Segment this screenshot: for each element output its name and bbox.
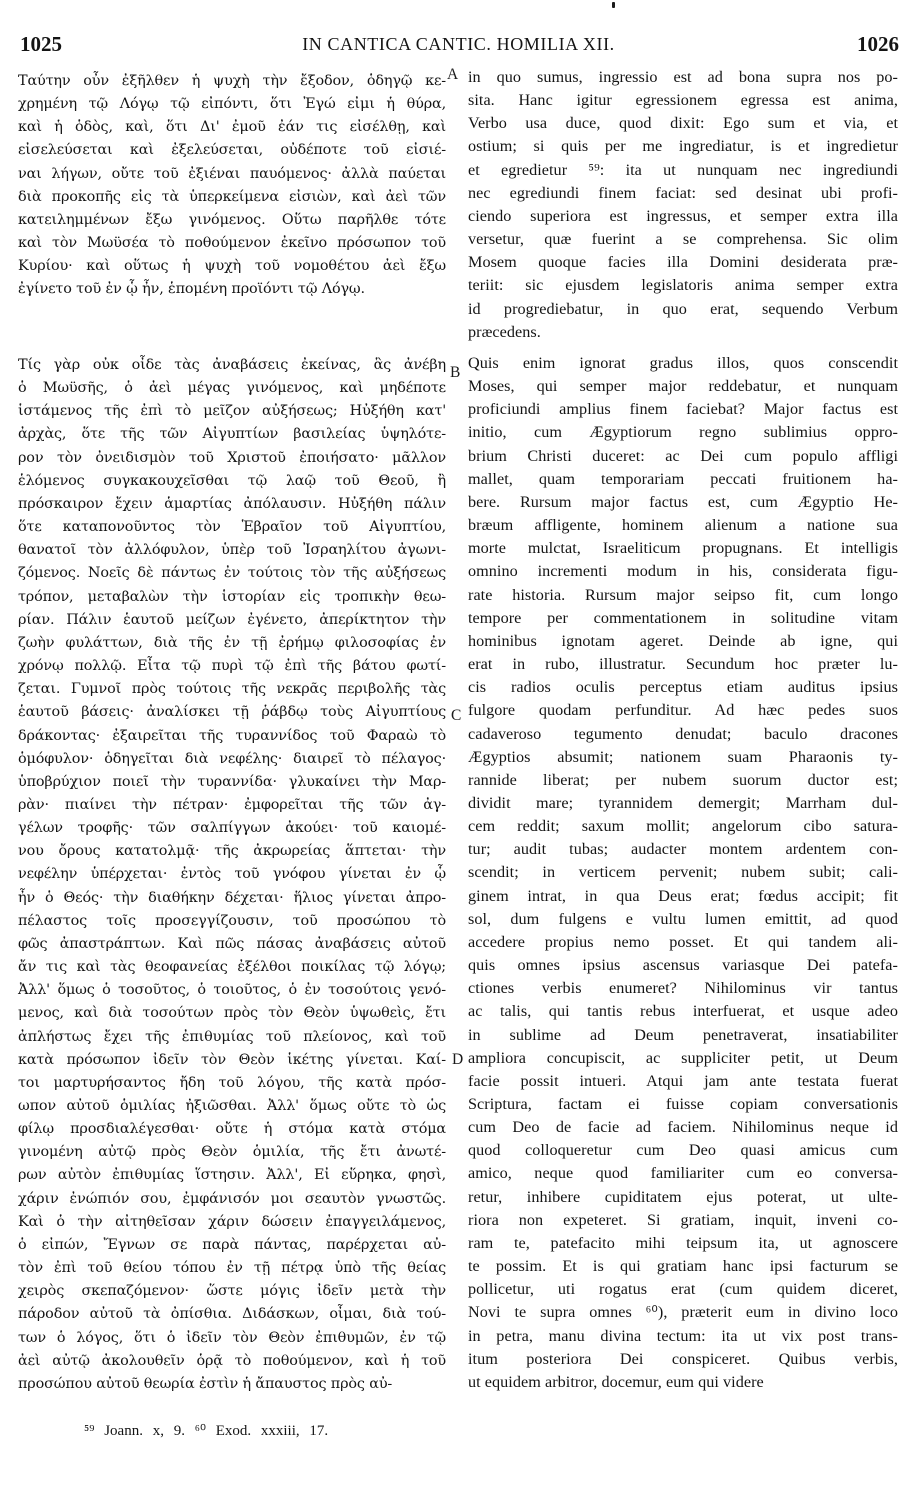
text-line: νου ὄρους κατατολμᾷ· τῆς ἀκρωρείας ἅπτεται· τὴν bbox=[18, 843, 446, 860]
text-line: bræum affligente, hominem alienum a natione sua bbox=[468, 516, 898, 535]
text-line: ὅτε καταπονοῦντος τὸν Ἑβραῖον τοῦ Αἰγυπτίου, bbox=[18, 519, 446, 536]
text-line: Καὶ ὁ τὴν αἰτηθεῖσαν χάριν δώσειν ἐπαγγειλάμενος, bbox=[18, 1213, 446, 1230]
page-number-left: 1025 bbox=[20, 32, 62, 56]
greek-column-section-a bbox=[18, 70, 446, 302]
text-line: κατειλημμένων ἔξω γινόμενος. Οὕτω παρῆλθε τότε bbox=[18, 211, 446, 228]
text-line: ωπον αὐτοῦ ὁμιλίας ἠξιῶσθαι. Ἀλλ' ὅμως οὔτε τὸ ὡς bbox=[18, 1098, 446, 1114]
text-line: rannide liberat; per nubem suorum ductor est; bbox=[468, 770, 898, 789]
text-line: id progrediebatur, in quo erat, sequendo Verbum bbox=[468, 299, 898, 318]
text-line: scendit; in verticem pervenit; nubem subit; cali- bbox=[468, 863, 898, 882]
ink-speck bbox=[612, 2, 615, 8]
page-number-right: 1026 bbox=[857, 32, 899, 56]
text-line: ρίαν. Πάλιν ἑαυτοῦ μείζων ἐγένετο, ἀπερίκτητον τὴν bbox=[18, 611, 446, 628]
text-line: ρὰν· πιαίνει τὴν πέτραν· ἐμφορεῖται τῆς τῶν ἀγ- bbox=[18, 796, 446, 813]
text-line: Κυρίου· καὶ οὕτως ἡ ψυχὴ τοῦ νομοθέτου ἀεὶ ἔξω bbox=[18, 258, 446, 275]
text-line: νεφέλην ὑπέρχεται· ἐντὸς τοῦ γνόφου γίνεται ἐν ᾧ bbox=[18, 866, 446, 883]
text-line: erat in rubo, illustratur. Secundum hoc præter lu- bbox=[468, 655, 898, 674]
text-line: χρημένη τῷ Λόγῳ τῷ εἰπόντι, ὅτι Ἐγώ εἰμι ἡ θύρα, bbox=[18, 96, 446, 113]
section-marker-d: D bbox=[452, 1051, 464, 1068]
text-line: ὁ Μωϋσῆς, ὁ ἀεὶ μέγας γινόμενος, καὶ μηδέποτε bbox=[18, 380, 446, 397]
page-header bbox=[18, 32, 899, 62]
text-line: ρων αὐτὸν ἐπιθυμίας ἵστησιν. Ἀλλ', Εἰ εὕρηκα, φησὶ, bbox=[18, 1167, 446, 1184]
text-line: hominibus ignotam ageret. Deinde ab igne, qui bbox=[468, 631, 898, 650]
text-line: morte mulctat, Israeliticum propugnans. Et intelligis bbox=[468, 539, 898, 558]
text-line: omnino incrementi modum in his, considerata figu- bbox=[468, 562, 898, 581]
text-line: Scriptura, factam ei fuisse copiam conversationis bbox=[468, 1095, 898, 1113]
text-line: et egredietur ⁵⁹: ita ut nunquam nec ingrediundi bbox=[468, 160, 898, 179]
text-line: ut equidem arbitror, docemur, eum qui videre bbox=[468, 1372, 764, 1391]
text-line: ἀπλήστως ἔχει τῆς ἐπιθυμίας τοῦ πλείονος, καὶ τοῦ bbox=[18, 1028, 446, 1045]
text-line: sita. Hanc igitur egressionem egressa est anima, bbox=[468, 91, 898, 110]
text-line: ζωὴν φυλάττων, διὰ τῆς ἐν τῇ ἐρήμῳ φιλοσοφίας ἐν bbox=[18, 634, 446, 651]
text-line: versetur, quæ fuerint a se comprehensa. Sic olim bbox=[468, 230, 898, 249]
text-line: ζεται. Γυμνοῖ πρὸς τούτοις τῆς νεκρᾶς περιβολῆς τὰς bbox=[18, 681, 446, 698]
text-line: initio, cum Ægyptiorum regno sublimius oppro- bbox=[468, 423, 898, 442]
text-line: Quis enim ignorat gradus illos, quos conscendit bbox=[468, 354, 898, 372]
text-line: amico, neque quod familiariter cum eo conversa- bbox=[468, 1164, 898, 1183]
section-marker-b: B bbox=[450, 364, 461, 381]
text-line: τὸν ἐπὶ τοῦ θείου τόπου ἐν τῇ πέτρᾳ ὑπὸ τῆς θείας bbox=[18, 1260, 446, 1277]
text-line: in sublime ad Deum penetraverat, insatiabiliter bbox=[468, 1025, 898, 1044]
text-line: Moses, qui semper major reddebatur, et nunquam bbox=[468, 377, 898, 396]
text-line: tur; audit tubas; audacter montem ardentem con- bbox=[468, 840, 898, 859]
footnotes bbox=[84, 1421, 328, 1440]
text-line: ampliora concupiscit, ac suppliciter petit, ut Deum bbox=[468, 1048, 898, 1067]
text-line: κατὰ πρόσωπον ἰδεῖν τὸν Θεὸν ἱκέτης γίνεται. Καί- bbox=[18, 1051, 446, 1068]
text-line: πρόσκαιρον ἔχειν ἁμαρτίας ἀπόλαυσιν. Ηὐξήθη πάλιν bbox=[18, 495, 446, 512]
text-line: χρόνῳ πολλῷ. Εἶτα τῷ πυρὶ τῷ ἐπὶ τῆς βάτου φωτί- bbox=[18, 658, 446, 675]
running-title: IN CANTICA CANTIC. HOMILIA XII. bbox=[302, 34, 615, 54]
text-line: τρόπον, μεταβαλὼν τὴν ἱστορίαν εἰς τροπικὴν θεω- bbox=[18, 588, 446, 605]
text-line: Novi te supra omnes ⁶⁰), præterit eum in divino loco bbox=[468, 1303, 898, 1322]
text-line: ἑλόμενος συγκακουχεῖσθαι τῷ λαῷ τοῦ Θεοῦ, ἢ bbox=[18, 472, 446, 489]
text-line: τοι μαρτυρήσαντος ἤδη τοῦ λόγου, τῆς κατὰ πρόσ- bbox=[18, 1074, 446, 1091]
text-line: ἀρχὰς, ὅτε τῆς τῶν Αἰγυπτίων βασιλείας ὑψηλότε- bbox=[18, 426, 446, 443]
text-line: ram te, patefacito mihi teipsum ita, ut agnoscere bbox=[468, 1233, 898, 1252]
text-line: Mosem quoque facies illa Domini desiderata præ- bbox=[468, 253, 898, 272]
text-line: ὑποβρύχιον ποιεῖ τὴν τυραννίδα· γλυκαίνει τὴν Μαρ- bbox=[18, 773, 446, 790]
text-line: διὰ προκοπῆς εἰς τὰ ὑπερκείμενα εἰσιὼν, καὶ ἀεὶ τῶν bbox=[18, 188, 446, 205]
text-line: καὶ τὸν Μωϋσέα τὸ ποθούμενον ἐκεῖνο πρόσωπον τοῦ bbox=[18, 235, 446, 252]
text-line: quod colloqueretur cum Deo quasi amicus cum bbox=[468, 1141, 898, 1160]
greek-column-section-b bbox=[18, 354, 446, 1396]
text-line: brium Christi duceret: ac Dei cum populo affligi bbox=[468, 446, 898, 465]
text-line: ἀεὶ αὐτῷ ἀκολουθεῖν ὁρᾷ τὸ ποθούμενον, καὶ ἡ τοῦ bbox=[18, 1352, 446, 1369]
text-line: ἐγίνετο τοῦ ἐν ᾧ ἦν, ἑπομένη προϊόντι τῷ Λόγῳ. bbox=[18, 281, 365, 298]
text-line: πέλαστος τοῖς προσεγγίζουσιν, τοῦ προσώπου τὸ bbox=[18, 912, 446, 929]
text-line: ρον τὸν ὀνειδισμὸν τοῦ Χριστοῦ ἐποιήσατο· μᾶλλον bbox=[18, 449, 446, 466]
text-line: γέλων τροφῆς· τῶν σαλπίγγων ἀκούει· τοῦ καιομέ- bbox=[18, 820, 446, 837]
text-line: φίλῳ προσδιαλέγεσθαι· οὔτε ἡ στόμα κατὰ στόμα bbox=[18, 1121, 446, 1138]
text-line: ὁ εἰπών, Ἔγνων σε παρὰ πάντας, παρέρχεται αὐ- bbox=[18, 1236, 446, 1253]
text-line: teriit: sic ejusdem legislatoris anima semper extra bbox=[468, 276, 898, 295]
text-line: quis omnes ipsius ascensus variasque Dei patefa- bbox=[468, 956, 898, 975]
text-line: χάριν ἐνώπιόν σου, ἐμφάνισόν μοι σεαυτὸν γνωστῶς. bbox=[18, 1190, 446, 1207]
text-line: ἱστάμενος τῆς ἐπὶ τὸ μεῖζον αὐξήσεως; Ηὐξήθη κατ' bbox=[18, 403, 446, 420]
section-marker-a: A bbox=[447, 66, 459, 83]
text-line: cadaveroso tegumento denudat; baculo dracones bbox=[468, 724, 898, 743]
text-line: Ἀλλ' ὅμως ὁ τοσοῦτος, ὁ τοιοῦτος, ὁ ἐν τοσούτοις γενό- bbox=[18, 982, 446, 999]
text-line: fulgore quodam perfunditur. Ad hæc pedes suos bbox=[468, 701, 898, 720]
text-line: δράκοντας· ἐξαιρεῖται τῆς τυραννίδος τοῦ Φαραὼ τὸ bbox=[18, 727, 446, 744]
text-line: præcedens. bbox=[468, 322, 541, 341]
text-line: ac talis, qui tantis rebus interfuerat, et usque adeo bbox=[468, 1002, 898, 1021]
text-line: facie possit intueri. Atqui jam ante testata fuerat bbox=[468, 1071, 898, 1090]
section-marker-c: C bbox=[451, 707, 462, 724]
text-line: retur, inhibere cupiditatem ejus poterat, ut ulte- bbox=[468, 1187, 898, 1206]
text-line: itum posteriora Dei conspiceret. Quibus verbis, bbox=[468, 1349, 898, 1368]
text-line: bere. Rursum major factus est, cum Ægyptio He- bbox=[468, 492, 898, 511]
text-line: rate historia. Rursum major seipso fit, cum longo bbox=[468, 585, 898, 604]
text-line: riora non expeteret. Si gratiam, inquit, inveni co- bbox=[468, 1210, 898, 1229]
text-line: καὶ ἡ ὁδὸς, καὶ, ὅτι Δι' ἐμοῦ ἐάν τις εἰσέλθῃ, καὶ bbox=[18, 119, 446, 136]
footnote-59: ⁵⁹ Joann. x, 9. bbox=[84, 1423, 185, 1439]
text-line: ostium; si quis per me ingrediatur, is et ingredietur bbox=[468, 137, 898, 156]
text-line: ναι λήγων, οὔτε τοῦ ἐξιέναι παυόμενος· ἀλλὰ παύεται bbox=[18, 165, 446, 182]
text-line: ζόμενος. Νοεῖς δὲ πάντως ἐν τούτοις τὸν τῆς αὐξήσεως bbox=[18, 565, 446, 582]
text-line: ἄν τις καὶ τὰς θεοφανείας ἐξέλθοι ποικίλας τῷ λόγῳ; bbox=[18, 959, 446, 976]
text-line: te possim. Et is qui gratiam hanc ipsi facturum se bbox=[468, 1257, 898, 1276]
text-line: θανατοῖ τὸν ἀλλόφυλον, ὑπὲρ τοῦ Ἰσραηλίτου ἀγωνι- bbox=[18, 542, 446, 559]
text-line: cem reddit; saxum mollit; angelorum cibo satura- bbox=[468, 817, 898, 836]
text-line: ginem intrat, in qua Deus erat; fœdus accipit; fit bbox=[468, 886, 898, 905]
text-line: των ὁ λόγος, ὅτι ὁ ἰδεῖν τὸν Θεὸν ἐπιθυμῶν, ἐν τῷ bbox=[18, 1329, 446, 1346]
text-line: ctiones verbis enumeret? Nihilominus vir tantus bbox=[468, 979, 898, 998]
text-line: sol, dum fulgens e vultu lumen emittit, ad quod bbox=[468, 909, 898, 928]
text-line: dividit mare; tyrannidem demergit; Marrham dul- bbox=[468, 793, 898, 812]
text-line: pollicetur, uti rogatus erat (cum quidem diceret, bbox=[468, 1280, 898, 1299]
text-line: εἰσελεύσεται καὶ ἐξελεύσεται, οὐδέποτε τοῦ εἰσιέ- bbox=[18, 142, 446, 159]
text-line: πάροδον αὐτοῦ τὰ ὀπίσθια. Διδάσκων, οἶμαι, διὰ τού- bbox=[18, 1306, 446, 1323]
latin-column-section-a bbox=[468, 66, 898, 344]
text-line: cum Deo de facie ad faciem. Nihilominus neque id bbox=[468, 1118, 898, 1137]
text-line: γινομένη αὐτῷ πρὸς Θεὸν ὁμιλία, τῆς ἔτι ἀνωτέ- bbox=[18, 1144, 446, 1161]
text-line: ἑαυτοῦ βάσεις· ἀναλίσκει τῇ ῥάβδῳ τοὺς Αἰγυπτίους bbox=[18, 704, 446, 721]
text-line: ἦν ὁ Θεός· τὴν διαθήκην δέχεται· ἥλιος γίνεται ἀπρο- bbox=[18, 889, 446, 906]
footnote-60: ⁶⁰ Exod. xxxiii, 17. bbox=[194, 1423, 329, 1439]
text-line: proficiundi amplius finem faciebat? Major factus est bbox=[468, 400, 898, 419]
text-line: Ægyptios absumit; nationem suam Pharaonis ty- bbox=[468, 747, 898, 766]
text-line: χειρὸς σκεπαζόμενον· ὥστε μόγις ἰδεῖν μετὰ τὴν bbox=[18, 1283, 446, 1300]
latin-column-section-b bbox=[468, 352, 898, 1394]
text-line: ὁμόφυλον· ὁδηγεῖται διὰ νεφέλης· διαιρεῖ τὸ πέλαγος· bbox=[18, 750, 446, 767]
text-line: Τίς γὰρ οὐκ οἶδε τὰς ἀναβάσεις ἐκείνας, ἃς ἀνέβη bbox=[18, 357, 446, 373]
text-line: Ταύτην οὖν ἐξῆλθεν ἡ ψυχὴ τὴν ἔξοδον, ὁδηγῷ κε- bbox=[18, 73, 446, 89]
text-line: mallet, quam temporariam peccati fruitionem ha- bbox=[468, 469, 898, 488]
text-line: in petra, manu divina tectum: ita ut vix post trans- bbox=[468, 1326, 898, 1345]
text-line: μενος, καὶ διὰ τοσούτων πρὸς τὸν Θεὸν ὑψωθεὶς, ἔτι bbox=[18, 1005, 446, 1022]
text-line: φῶς ἀπαστράπτων. Καὶ πῶς πάσας ἀναβάσεις αὐτοῦ bbox=[18, 935, 446, 952]
text-line: nec egrediundi finem faciat: sed desinat ubi profi- bbox=[468, 183, 898, 202]
text-line: προσώπου αὐτοῦ θεωρία ἐστὶν ἡ ἄπαυστος πρὸς αὐ- bbox=[18, 1375, 393, 1392]
text-line: accedere propius nemo posset. Et qui tandem ali- bbox=[468, 932, 898, 951]
text-line: ciendo superiora est ingressus, et semper extra illa bbox=[468, 206, 898, 225]
text-line: in quo sumus, ingressio est ad bona supra nos po- bbox=[468, 68, 898, 86]
text-line: tempore per commentationem in solitudine vitam bbox=[468, 608, 898, 627]
text-line: cis radios oculis perceptus etiam auditus ipsius bbox=[468, 678, 898, 697]
text-line: Verbo usa duce, quod dixit: Ego sum et via, et bbox=[468, 114, 898, 133]
